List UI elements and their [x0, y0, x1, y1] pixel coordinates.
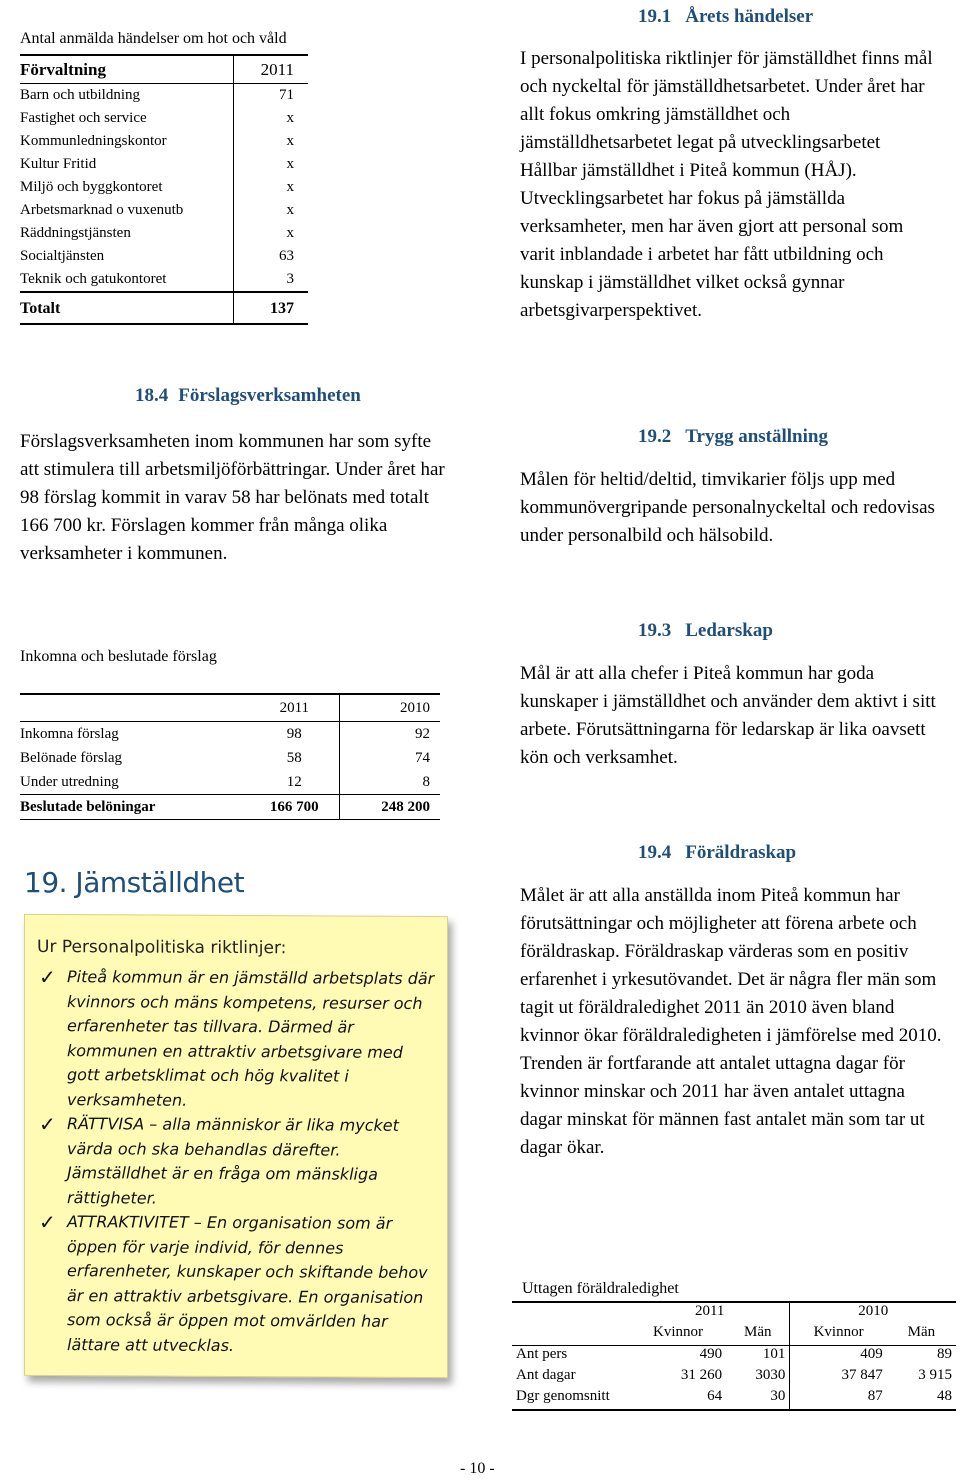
- table-row: [20, 770, 440, 795]
- section-title: Årets händelser: [685, 6, 814, 27]
- table-row: [20, 746, 440, 770]
- row-label: Ant pers: [516, 1346, 568, 1362]
- header-year: 2011: [234, 55, 309, 84]
- incident-table-caption: Antal anmälda händelser om hot och våld: [20, 30, 287, 47]
- row-value-2011: 166 700: [249, 795, 339, 820]
- total-value: 137: [234, 292, 309, 324]
- header-col1: 2011: [249, 694, 339, 722]
- section-title: Ledarskap: [685, 620, 773, 641]
- section-number: 19.2: [638, 426, 672, 447]
- subheader: Kvinnor: [630, 1324, 726, 1346]
- proposals-table: [20, 693, 440, 820]
- section-title: Föräldraskap: [685, 842, 797, 863]
- table-row: [512, 1367, 956, 1388]
- row-label: Ant dagar: [516, 1367, 576, 1383]
- section-19-1-text: I personalpolitiska riktlinjer för jämställdhet finns mål och nyckeltal för jämställdhetsarbetet. Under året har allt fokus omkring jämställdhet och jämställdhetsarbetet legat på utvecklingsarbetet Hållbar jämställdhet i Piteå kommun (HÅJ). Utvecklingsarbetet har fokus på jämställda verksamheter, men har även gjort att personal som varit inblandade i arbetet har fått utbildning och kunskap i jämställdhet vilket också gynnar arbetsgivarperspektivet.: [520, 48, 933, 321]
- header-year-1: 2011: [630, 1302, 790, 1324]
- proposals-table-caption: Inkomna och beslutade förslag: [20, 648, 217, 665]
- row-value: 71: [234, 84, 309, 108]
- cell: 3 915: [918, 1367, 952, 1383]
- cell: 64: [630, 1388, 726, 1410]
- row-value-2011: 58: [249, 746, 339, 770]
- cell: 409: [860, 1346, 883, 1362]
- table-year-row: [512, 1302, 956, 1324]
- note-list: [39, 965, 439, 1359]
- row-value: 63: [234, 245, 309, 268]
- row-name: Barn och utbildning: [20, 87, 140, 103]
- row-value: x: [234, 153, 309, 176]
- sticky-note: [24, 914, 448, 1378]
- header-empty: [512, 1302, 630, 1324]
- row-value-2010: 8: [422, 773, 430, 790]
- subheader: Kvinnor: [790, 1324, 887, 1346]
- row-label: Belönade förslag: [20, 749, 123, 766]
- section-19-3-text: Mål är att alla chefer i Piteå kommun har goda kunskaper i jämställdhet och använder dem aktivt i sitt arbete. Förutsättningarna för ledarskap är lika oavsett kön och verksamhet.: [520, 663, 936, 768]
- header-year-2: 2010: [790, 1302, 956, 1324]
- cell: 31 260: [680, 1367, 723, 1383]
- cell: 3030: [726, 1367, 790, 1388]
- row-label: Under utredning: [20, 773, 119, 790]
- total-label: Totalt: [20, 292, 234, 324]
- header-empty: [512, 1324, 630, 1346]
- row-value: x: [234, 222, 309, 245]
- chapter-19-heading: 19. Jämställdhet: [24, 866, 245, 899]
- table-row: [20, 268, 308, 292]
- section-19-2-text: Målen för heltid/deltid, timvikarier följs upp med kommunövergripande personalnyckeltal och redovisas under personalbild och hälsobild.: [520, 469, 935, 546]
- section-18-4-text: Förslagsverksamheten inom kommunen har som syfte att stimulera till arbetsmiljöförbättringar. Under året har 98 förslag kommit in varav 58 har belönats med totalt 166 700 kr. Förslagen kommer från många olika verksamheter i kommunen.: [20, 431, 445, 564]
- section-title: Trygg anställning: [685, 426, 828, 447]
- checkmark-icon: ✓: [39, 964, 56, 990]
- table-row: [20, 130, 308, 153]
- checkmark-icon: ✓: [39, 1209, 56, 1235]
- row-name: Fastighet och service: [20, 110, 147, 126]
- row-label: Beslutade belöningar: [20, 795, 249, 820]
- page-number: - 10 -: [460, 1460, 495, 1477]
- row-value: 3: [234, 268, 309, 292]
- row-value: x: [234, 107, 309, 130]
- row-value-2010: 248 200: [340, 795, 440, 820]
- cell: 490: [699, 1346, 723, 1362]
- cell: 101: [726, 1346, 790, 1368]
- header-label: Förvaltning: [20, 55, 234, 84]
- note-heading: Ur Personalpolitiska riktlinjer:: [37, 936, 287, 959]
- section-19-4-heading: [638, 842, 796, 864]
- row-name: Arbetsmarknad o vuxenutb: [20, 202, 184, 218]
- table-subheader-row: [512, 1324, 956, 1346]
- header-empty: [20, 694, 249, 722]
- section-19-1-heading: [638, 6, 813, 28]
- table-row: [512, 1388, 956, 1410]
- cell: 30: [726, 1388, 790, 1410]
- row-name: Kultur Fritid: [20, 156, 97, 172]
- list-item-text: Piteå kommun är en jämställd arbetsplats där kvinnors och mäns kompetens, resurser och erfarenheter tas tillvara. Därmed är kommunen en attraktiv arbetsgivare med gott arbetsklimat och hög kvalitet i verksamheten.: [67, 967, 435, 1110]
- table-header-row: [20, 55, 308, 84]
- section-number: 18.4: [135, 385, 169, 406]
- section-number: 19.1: [638, 6, 672, 27]
- parental-leave-table-caption: Uttagen föräldraledighet: [522, 1280, 679, 1297]
- row-value-2011: 98: [249, 722, 339, 747]
- section-18-4-heading: [135, 385, 361, 407]
- row-name: Socialtjänsten: [20, 248, 105, 264]
- cell: 89: [937, 1346, 952, 1362]
- subheader: Män: [887, 1324, 956, 1346]
- table-row: [20, 176, 308, 199]
- section-19-4-text: Målet är att alla anställda inom Piteå kommun har förutsättningar och möjligheter att förena arbete och föräldraskap. Föräldraskap värderas som en positiv erfarenhet i yrkesutövandet. Det är några fler män som tagit ut föräldraledighet 2011 än 2010 även bland kvinnor ökar föräldraledigheten i jämförelse med 2010. Trenden är fortfarande att antalet uttagna dagar för kvinnor minskar och 2011 har även antalet uttagna dagar minskat för männen fast antalet män som tar ut dagar ökar.: [520, 885, 942, 1158]
- row-name: Miljö och byggkontoret: [20, 179, 163, 195]
- list-item-text: RÄTTVISA – alla människor är lika mycket värda och ska behandlas därefter. Jämställdhet är en fråga om mänskliga rättigheter.: [67, 1114, 399, 1208]
- table-row: [20, 245, 308, 268]
- table-total-row: [20, 292, 308, 324]
- section-number: 19.3: [638, 620, 672, 641]
- table-row: [20, 107, 308, 130]
- checkmark-icon: ✓: [39, 1111, 56, 1137]
- parental-leave-table: [512, 1301, 956, 1411]
- row-name: Kommunledningskontor: [20, 133, 167, 149]
- row-label: Dgr genomsnitt: [512, 1388, 630, 1410]
- row-value: x: [234, 130, 309, 153]
- subheader: Män: [726, 1324, 790, 1346]
- incident-table: [20, 54, 308, 325]
- row-value-2010: 92: [415, 725, 430, 742]
- row-label: Inkomna förslag: [20, 725, 119, 742]
- table-row: [20, 199, 308, 222]
- section-19-2-heading: [638, 426, 828, 448]
- list-item: [39, 1112, 439, 1212]
- table-row: [20, 84, 308, 108]
- cell: 48: [887, 1388, 956, 1410]
- row-name: Teknik och gatukontoret: [20, 271, 167, 287]
- table-row: [512, 1346, 956, 1368]
- table-row: [20, 153, 308, 176]
- incident-table-block: [20, 30, 308, 325]
- list-item: [39, 965, 439, 1114]
- cell: 37 847: [841, 1367, 883, 1383]
- cell: 87: [790, 1388, 887, 1410]
- table-row: [20, 222, 308, 245]
- list-item-text: ATTRAKTIVITET – En organisation som är öppen för varje individ, för dennes erfarenheter, kunskaper och skiftande behov är en attraktiv arbetsgivare. En organisation som också är öppen mot omvärlden har lättare att utvecklas.: [67, 1212, 428, 1355]
- header-col2: 2010: [340, 694, 440, 722]
- row-value: x: [234, 176, 309, 199]
- row-value: x: [234, 199, 309, 222]
- table-total-row: [20, 795, 440, 820]
- table-row: [20, 722, 440, 747]
- section-title: Förslagsverksamheten: [178, 385, 361, 406]
- row-name: Räddningstjänsten: [20, 225, 131, 241]
- row-value-2010: 74: [415, 749, 430, 766]
- section-19-3-heading: [638, 620, 773, 642]
- section-number: 19.4: [638, 842, 672, 863]
- row-value-2011: 12: [249, 770, 339, 795]
- table-header-row: [20, 694, 440, 722]
- list-item: [39, 1210, 439, 1359]
